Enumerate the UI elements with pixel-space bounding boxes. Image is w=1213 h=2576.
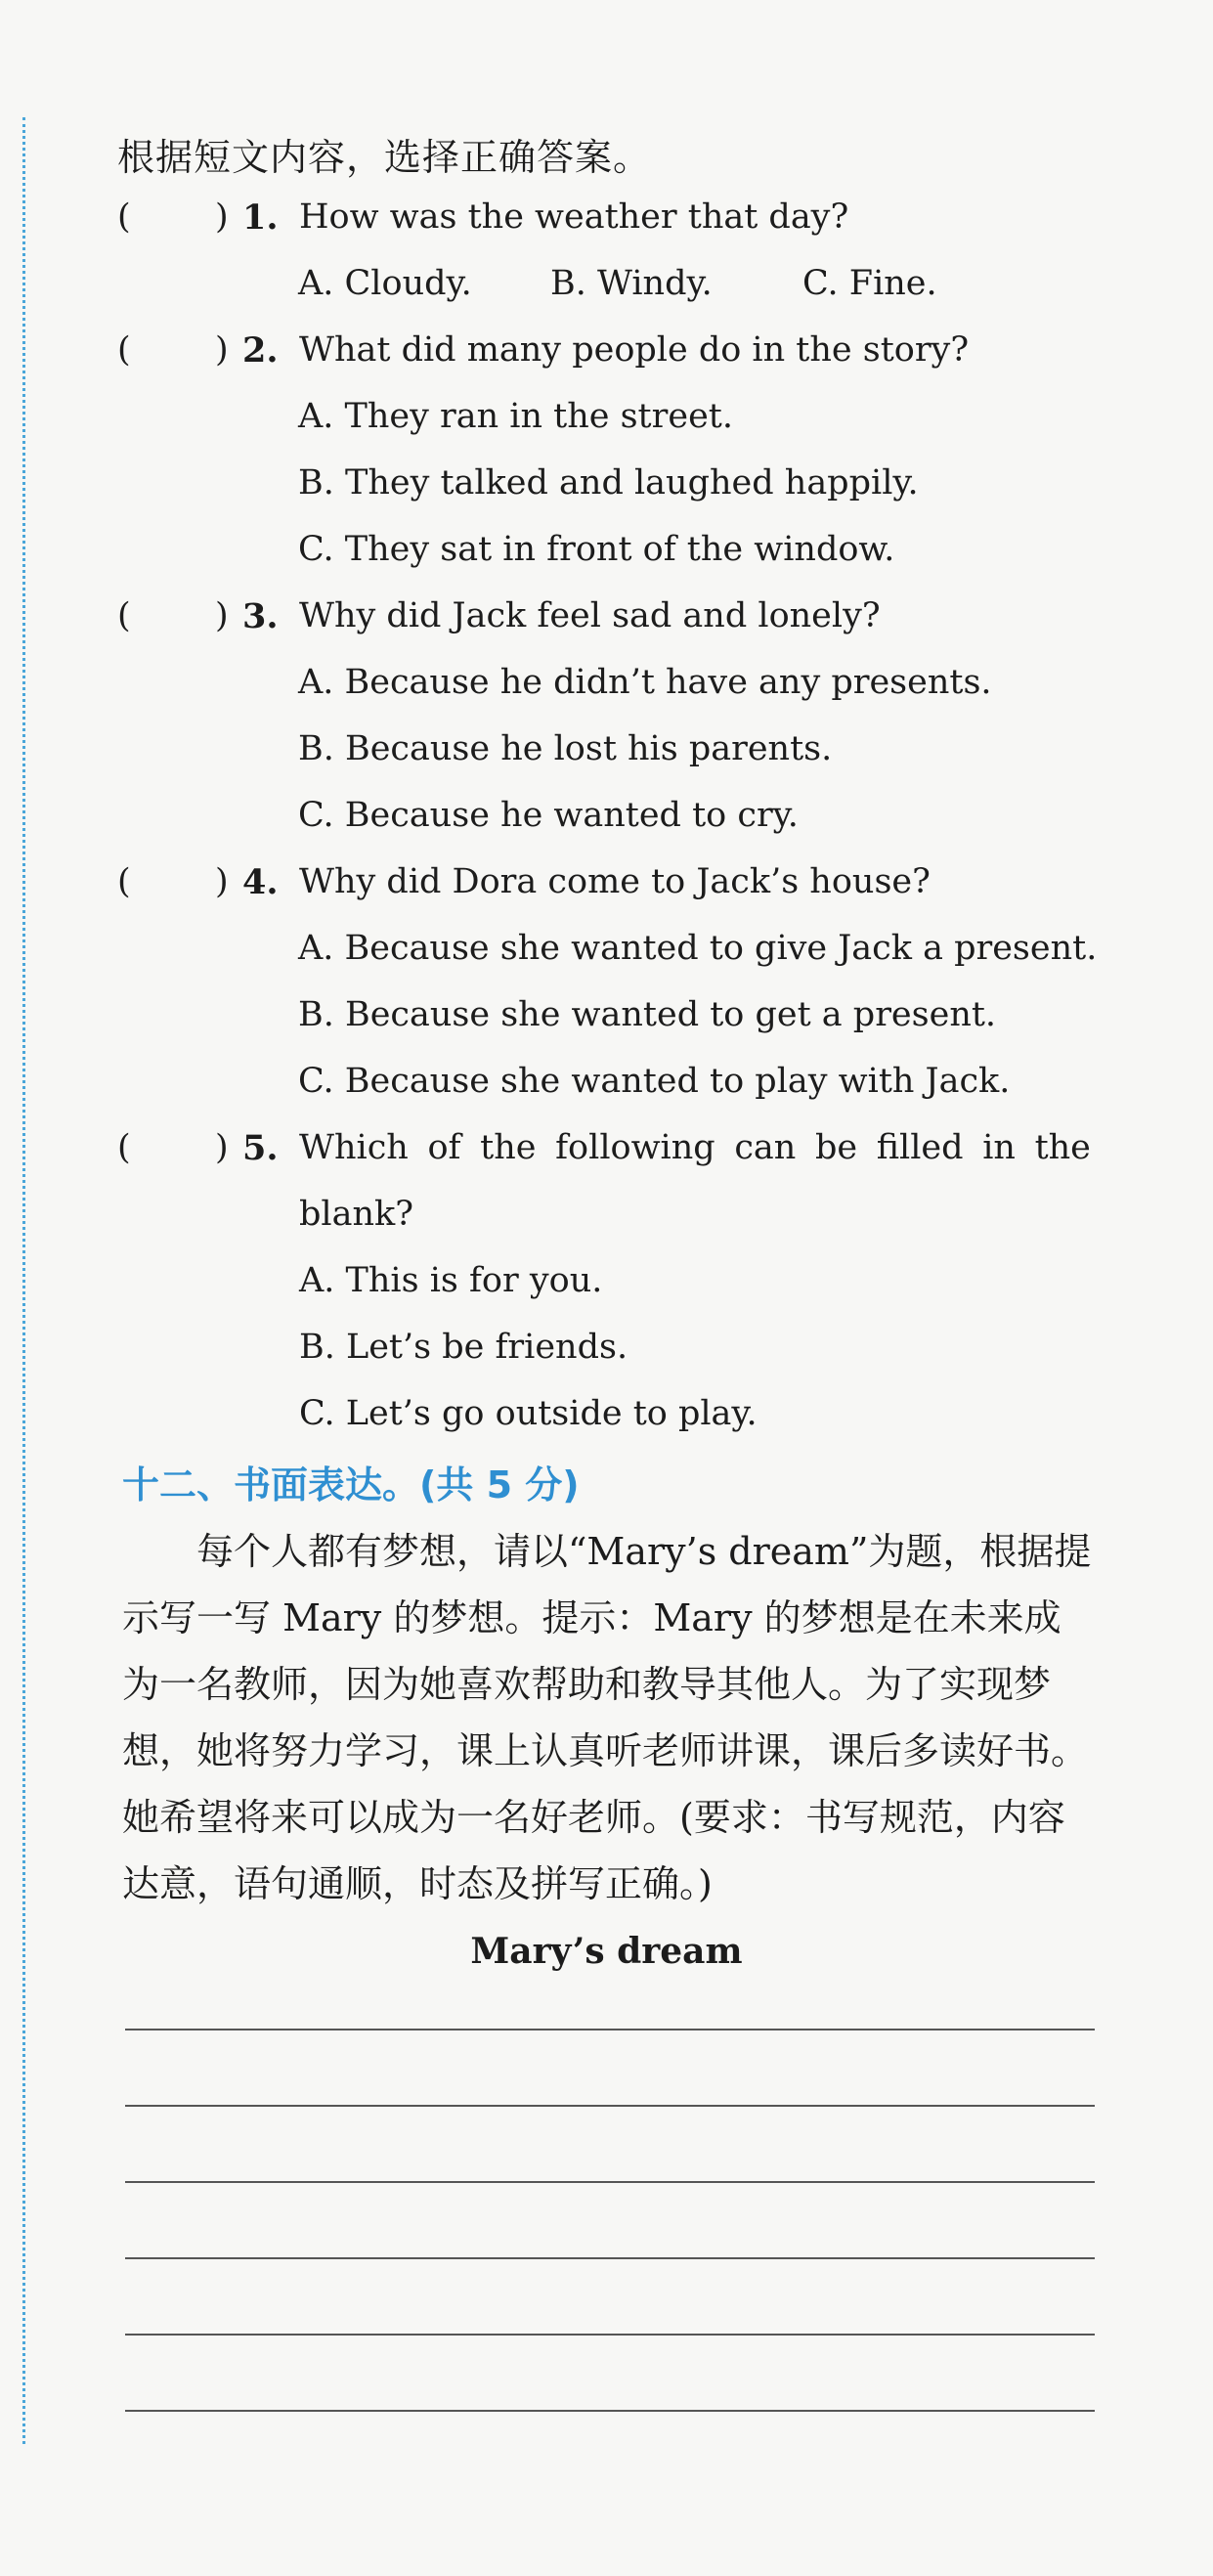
- word: be: [814, 1128, 858, 1167]
- option-c: C. Because he wanted to cry.: [298, 796, 799, 835]
- question-number: 2.: [242, 330, 279, 371]
- writing-line[interactable]: [125, 2334, 1095, 2336]
- option-b: B. Because she wanted to get a present.: [298, 995, 997, 1034]
- option-b: B. Let’s be friends.: [299, 1328, 628, 1367]
- prompt-line: 示写一写 Mary 的梦想。提示：Mary 的梦想是在未来成: [122, 1596, 1061, 1639]
- answer-paren-open: (: [117, 862, 131, 901]
- option-c: C. Fine.: [802, 264, 937, 303]
- word: the: [480, 1128, 537, 1167]
- word: can: [734, 1128, 797, 1167]
- prompt-line: 她希望将来可以成为一名好老师。(要求：书写规范，内容: [122, 1796, 1065, 1839]
- prompt-line: 每个人都有梦想，请以“Mary’s dream”为题，根据提: [122, 1530, 1092, 1573]
- answer-paren-open: (: [117, 1128, 131, 1167]
- word: following: [555, 1128, 715, 1167]
- writing-line[interactable]: [125, 2105, 1095, 2107]
- answer-paren-close: ): [215, 330, 229, 370]
- question-number: 4.: [242, 862, 279, 902]
- answer-paren-open: (: [117, 330, 131, 370]
- writing-line[interactable]: [125, 2029, 1095, 2030]
- prompt-line: 想，她将努力学习，课上认真听老师讲课，课后多读好书。: [122, 1729, 1089, 1772]
- option-b: B. They talked and laughed happily.: [298, 463, 919, 502]
- option-a: A. Cloudy.: [298, 264, 472, 303]
- word: of: [427, 1128, 461, 1167]
- option-a: A. Because she wanted to give Jack a present.: [298, 929, 1098, 968]
- prompt-line: 达意，语句通顺，时态及拼写正确。): [122, 1862, 713, 1905]
- question-text: Why did Dora come to Jack’s house?: [299, 862, 931, 901]
- option-b: B. Because he lost his parents.: [298, 729, 833, 768]
- question-number: 1.: [242, 197, 279, 238]
- word: the: [1034, 1128, 1091, 1167]
- binding-dotted-line: [22, 117, 25, 2444]
- answer-paren-close: ): [215, 862, 229, 901]
- answer-paren-close: ): [215, 1128, 229, 1167]
- word: filled: [876, 1128, 964, 1167]
- option-b: B. Windy.: [550, 264, 713, 303]
- option-a: A. Because he didn’t have any presents.: [298, 663, 992, 702]
- option-c: C. Because she wanted to play with Jack.: [298, 1062, 1011, 1101]
- section-title: 十二、书面表达。(共 5 分): [122, 1463, 580, 1506]
- option-a: A. They ran in the street.: [298, 397, 733, 436]
- word: in: [982, 1128, 1016, 1167]
- answer-paren-close: ): [215, 596, 229, 635]
- writing-line[interactable]: [125, 2181, 1095, 2183]
- writing-line[interactable]: [125, 2257, 1095, 2259]
- answer-paren-open: (: [117, 596, 131, 635]
- option-c: C. They sat in front of the window.: [298, 530, 895, 569]
- question-5-text-line1: [299, 1128, 1091, 1167]
- writing-line[interactable]: [125, 2410, 1095, 2412]
- word: Which: [299, 1128, 409, 1167]
- answer-paren-open: (: [117, 197, 131, 237]
- question-text: What did many people do in the story?: [299, 330, 970, 370]
- prompt-line: 为一名教师，因为她喜欢帮助和教导其他人。为了实现梦: [122, 1663, 1052, 1706]
- instruction-text: 根据短文内容，选择正确答案。: [117, 136, 652, 179]
- answer-paren-close: ): [215, 197, 229, 237]
- question-text: Why did Jack feel sad and lonely?: [299, 596, 881, 635]
- question-text: How was the weather that day?: [299, 197, 849, 237]
- question-5-text-line2: blank?: [299, 1195, 413, 1234]
- essay-title: Mary’s dream: [470, 1931, 743, 1972]
- question-number: 5.: [242, 1128, 279, 1168]
- option-c: C. Let’s go outside to play.: [299, 1394, 758, 1433]
- question-number: 3.: [242, 596, 279, 636]
- option-a: A. This is for you.: [299, 1261, 603, 1300]
